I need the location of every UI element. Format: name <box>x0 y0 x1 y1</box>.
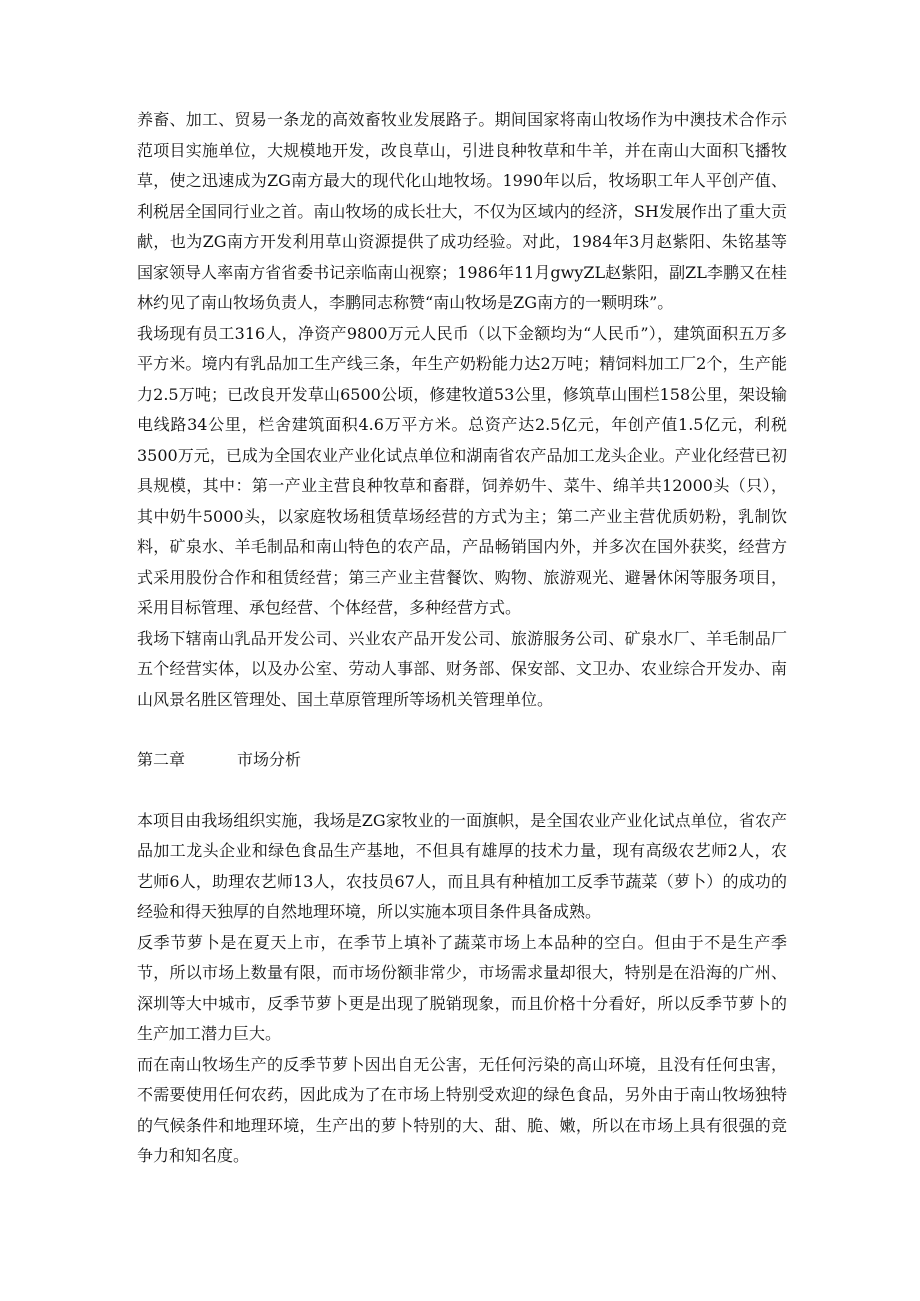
paragraph-competitiveness: 而在南山牧场生产的反季节萝卜因出自无公害，无任何污染的高山环境，且没有任何虫害，不需要使用任何农药，因此成为了在市场上特别受欢迎的绿色食品，另外由于南山牧场独特的气候条件和地理环境，生产出的萝卜特别的大、甜、脆、嫩，所以在市场上具有很强的竞争力和知名度。 <box>137 1054 787 1165</box>
paragraph-overview: 我场现有员工316人，净资产9800万元人民币（以下金额均为“人民币”），建筑面积五万多平方米。境内有乳品加工生产线三条，年生产奶粉能力达2万吨；精饲料加工厂2个，生产能力2.5万吨；已改良开发草山6500公顷，修建牧道53公里，修筑草山围栏158公里，架设输电线路34公里，栏舍建筑面积4.6万平方米。总资产达2.5亿元，年创产值1.5亿元，利税3500万元，已成为全国农业产业化试点单位和湖南省农产品加工龙头企业。产业化经营已初具规模，其中：第一产业主营良种牧草和畜群，饲养奶牛、菜牛、绵羊共12000头（只），其中奶牛5000头，以家庭牧场租赁草场经营的方式为主；第二产业主营优质奶粉，乳制饮料，矿泉水、羊毛制品和南山特色的农产品，产品畅销国内外，并多次在国外获奖，经营方式采用股份合作和租赁经营；第三产业主营餐饮、购物、旅游观光、避暑休闲等服务项目，采用目标管理、承包经营、个体经营，多种经营方式。 <box>137 323 787 617</box>
chapter-heading <box>137 745 787 776</box>
paragraph-market-demand: 反季节萝卜是在夏天上市，在季节上填补了蔬菜市场上本品种的空白。但由于不是生产季节，所以市场上数量有限，而市场份额非常少，市场需求量却很大，特别是在沿海的广州、深圳等大中城市，反季节萝卜更是出现了脱销现象，而且价格十分看好，所以反季节萝卜的生产加工潜力巨大。 <box>137 932 787 1043</box>
paragraph-subsidiaries: 我场下辖南山乳品开发公司、兴业农产品开发公司、旅游服务公司、矿泉水厂、羊毛制品厂五个经营实体，以及办公室、劳动人事部、财务部、保安部、文卫办、农业综合开发办、南山风景名胜区管理处、国土草原管理所等场机关管理单位。 <box>137 628 787 709</box>
paragraph-project-conditions: 本项目由我场组织实施，我场是ZG家牧业的一面旗帜，是全国农业产业化试点单位，省农产品加工龙头企业和绿色食品生产基地，不但具有雄厚的技术力量，现有高级农艺师2人，农艺师6人，助理农艺师13人，农技员67人，而且具有种植加工反季节蔬菜（萝卜）的成功的经验和得天独厚的自然地理环境，所以实施本项目条件具备成熟。 <box>137 810 787 921</box>
document-body <box>137 105 787 1172</box>
chapter-title: 市场分析 <box>237 750 302 769</box>
spacer <box>137 715 787 745</box>
paragraph-history: 养畜、加工、贸易一条龙的高效畜牧业发展路子。期间国家将南山牧场作为中澳技术合作示范项目实施单位，大规模地开发，改良草山，引进良种牧草和牛羊，并在南山大面积飞播牧草，使之迅速成为ZG南方最大的现代化山地牧场。1990年以后，牧场职工年人平创产值、利税居全国同行业之首。南山牧场的成长壮大，不仅为区域内的经济，SH发展作出了重大贡献，也为ZG南方开发利用草山资源提供了成功经验。对此，1984年3月赵紫阳、朱铭基等国家领导人率南方省省委书记亲临南山视察；1986年11月gwyZL赵紫阳，副ZL李鹏又在桂林约见了南山牧场负责人，李鹏同志称赞“南山牧场是ZG南方的一颗明珠”。 <box>137 110 787 312</box>
spacer <box>137 776 787 806</box>
chapter-number: 第二章 <box>137 750 186 769</box>
